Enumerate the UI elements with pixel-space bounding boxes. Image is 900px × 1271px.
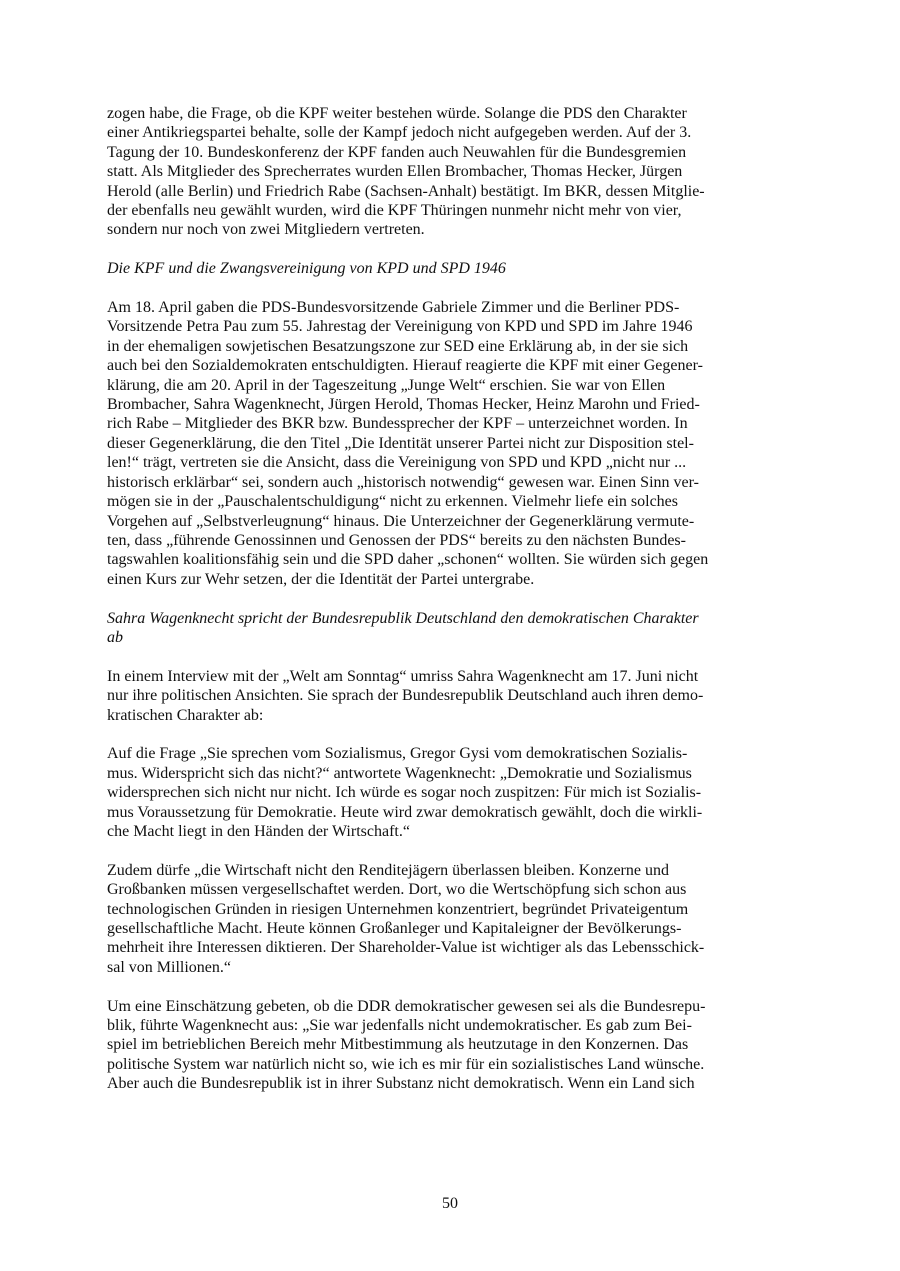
- text-line: Vorsitzende Petra Pau zum 55. Jahrestag der Vereinigung von KPD und SPD im Jahre 1946: [107, 318, 693, 336]
- text-line: mus Voraussetzung für Demokratie. Heute wird zwar demokratisch gewählt, doch die wirkli-: [107, 803, 703, 821]
- paragraph-gegenerklaerung: [107, 298, 787, 589]
- text-line: technologischen Gründen in riesigen Unternehmen konzentriert, begründet Privateigentum: [107, 900, 689, 918]
- paragraph-interview-sozialismus: [107, 744, 787, 841]
- text-line: mus. Widerspricht sich das nicht?“ antwortete Wagenknecht: „Demokratie und Sozialismus: [107, 764, 692, 782]
- text-line: Tagung der 10. Bundeskonferenz der KPF fanden auch Neuwahlen für die Bundesgremien: [107, 143, 687, 161]
- text-line: ten, dass „führende Genossinnen und Genossen der PDS“ bereits zu den nächsten Bundes-: [107, 531, 686, 549]
- text-line: politische System war natürlich nicht so, wie ich es mir für ein sozialistisches Land wünsche.: [107, 1055, 705, 1073]
- section-heading-zwangsvereinigung: [107, 259, 787, 278]
- text-line: len!“ trägt, vertreten sie die Ansicht, dass die Vereinigung von SPD und KPD „nicht nur ...: [107, 454, 687, 472]
- text-line: einer Antikriegspartei behalte, solle der Kampf jedoch nicht aufgegeben werden. Auf der 3.: [107, 124, 692, 142]
- text-line: Aber auch die Bundesrepublik ist in ihrer Substanz nicht demokratisch. Wenn ein Land sich: [107, 1075, 695, 1093]
- text-line: in der ehemaligen sowjetischen Besatzungszone zur SED eine Erklärung ab, in der sie sich: [107, 337, 689, 355]
- heading-line: ab: [107, 628, 123, 646]
- page-number: 50: [442, 1195, 458, 1212]
- text-line: Um eine Einschätzung gebeten, ob die DDR demokratischer gewesen sei als die Bundesrepu-: [107, 997, 706, 1015]
- text-line: Am 18. April gaben die PDS-Bundesvorsitzende Gabriele Zimmer und die Berliner PDS-: [107, 299, 680, 317]
- text-line: statt. Als Mitglieder des Sprecherrates wurden Ellen Brombacher, Thomas Hecker, Jürgen: [107, 163, 683, 181]
- document-body: [107, 104, 787, 1113]
- text-line: kratischen Charakter ab:: [107, 706, 264, 724]
- text-line: sal von Millionen.“: [107, 958, 231, 976]
- text-line: Vorgehen auf „Selbstverleugnung“ hinaus. Die Unterzeichner der Gegenerklärung vermute-: [107, 512, 695, 530]
- text-line: mögen sie in der „Pauschalentschuldigung“ nicht zu erkennen. Vielmehr liefe ein solches: [107, 493, 679, 511]
- text-line: mehrheit ihre Interessen diktieren. Der Shareholder-Value ist wichtiger als das Lebensschick-: [107, 939, 705, 957]
- paragraph-kpf-conference: [107, 104, 787, 240]
- text-line: nur ihre politischen Ansichten. Sie sprach der Bundesrepublik Deutschland auch ihren demo-: [107, 687, 704, 705]
- text-line: tagswahlen koalitionsfähig sein und die SPD daher „schonen“ wollten. Sie würden sich gegen: [107, 551, 709, 569]
- section-heading-wagenknecht: [107, 609, 787, 648]
- paragraph-interview-ddr: [107, 997, 787, 1094]
- text-line: gesellschaftliche Macht. Heute können Großanleger und Kapitaleigner der Bevölkerungs-: [107, 919, 682, 937]
- text-line: historisch erklärbar“ sei, sondern auch „historisch notwendig“ gewesen war. Einen Sinn ver-: [107, 473, 699, 491]
- text-line: In einem Interview mit der „Welt am Sonntag“ umriss Sahra Wagenknecht am 17. Juni nicht: [107, 667, 699, 685]
- text-line: der ebenfalls neu gewählt wurden, wird die KPF Thüringen nunmehr nicht mehr von vier,: [107, 202, 682, 220]
- text-line: widersprechen sich nicht nur nicht. Ich würde es sogar noch zuspitzen: Für mich ist Sozialis-: [107, 784, 702, 802]
- text-line: auch bei den Sozialdemokraten entschuldigten. Hierauf reagierte die KPF mit einer Gegener-: [107, 357, 703, 375]
- text-line: sondern nur noch von zwei Mitgliedern vertreten.: [107, 221, 425, 239]
- text-line: spiel im betrieblichen Bereich mehr Mitbestimmung als heutzutage in den Konzernen. Das: [107, 1036, 689, 1054]
- text-line: Auf die Frage „Sie sprechen vom Sozialismus, Gregor Gysi vom demokratischen Sozialis-: [107, 745, 688, 763]
- paragraph-interview-intro: [107, 667, 787, 725]
- text-line: dieser Gegenerklärung, die den Titel „Die Identität unserer Partei nicht zur Disposition stel-: [107, 434, 694, 452]
- heading-line: Die KPF und die Zwangsvereinigung von KPD und SPD 1946: [107, 260, 506, 278]
- text-line: rich Rabe – Mitglieder des BKR bzw. Bundessprecher der KPF – unterzeichnet worden. In: [107, 415, 688, 433]
- text-line: Herold (alle Berlin) und Friedrich Rabe (Sachsen-Anhalt) bestätigt. Im BKR, dessen Mitglie-: [107, 182, 705, 200]
- text-line: blik, führte Wagenknecht aus: „Sie war jedenfalls nicht undemokratischer. Es gab zum Bei-: [107, 1016, 692, 1034]
- text-line: einen Kurs zur Wehr setzen, der die Identität der Partei untergrabe.: [107, 570, 535, 588]
- text-line: klärung, die am 20. April in der Tageszeitung „Junge Welt“ erschien. Sie war von Ellen: [107, 376, 666, 394]
- text-line: Brombacher, Sahra Wagenknecht, Jürgen Herold, Thomas Hecker, Heinz Marohn und Fried-: [107, 396, 700, 414]
- heading-line: Sahra Wagenknecht spricht der Bundesrepublik Deutschland den demokratischen Charakter: [107, 609, 699, 627]
- paragraph-interview-wirtschaft: [107, 861, 787, 977]
- text-line: Großbanken müssen vergesellschaftet werden. Dort, wo die Wertschöpfung sich schon aus: [107, 881, 687, 899]
- text-line: che Macht liegt in den Händen der Wirtschaft.“: [107, 822, 410, 840]
- text-line: zogen habe, die Frage, ob die KPF weiter bestehen würde. Solange die PDS den Charakter: [107, 105, 687, 122]
- text-line: Zudem dürfe „die Wirtschaft nicht den Renditejägern überlassen bleiben. Konzerne und: [107, 861, 669, 879]
